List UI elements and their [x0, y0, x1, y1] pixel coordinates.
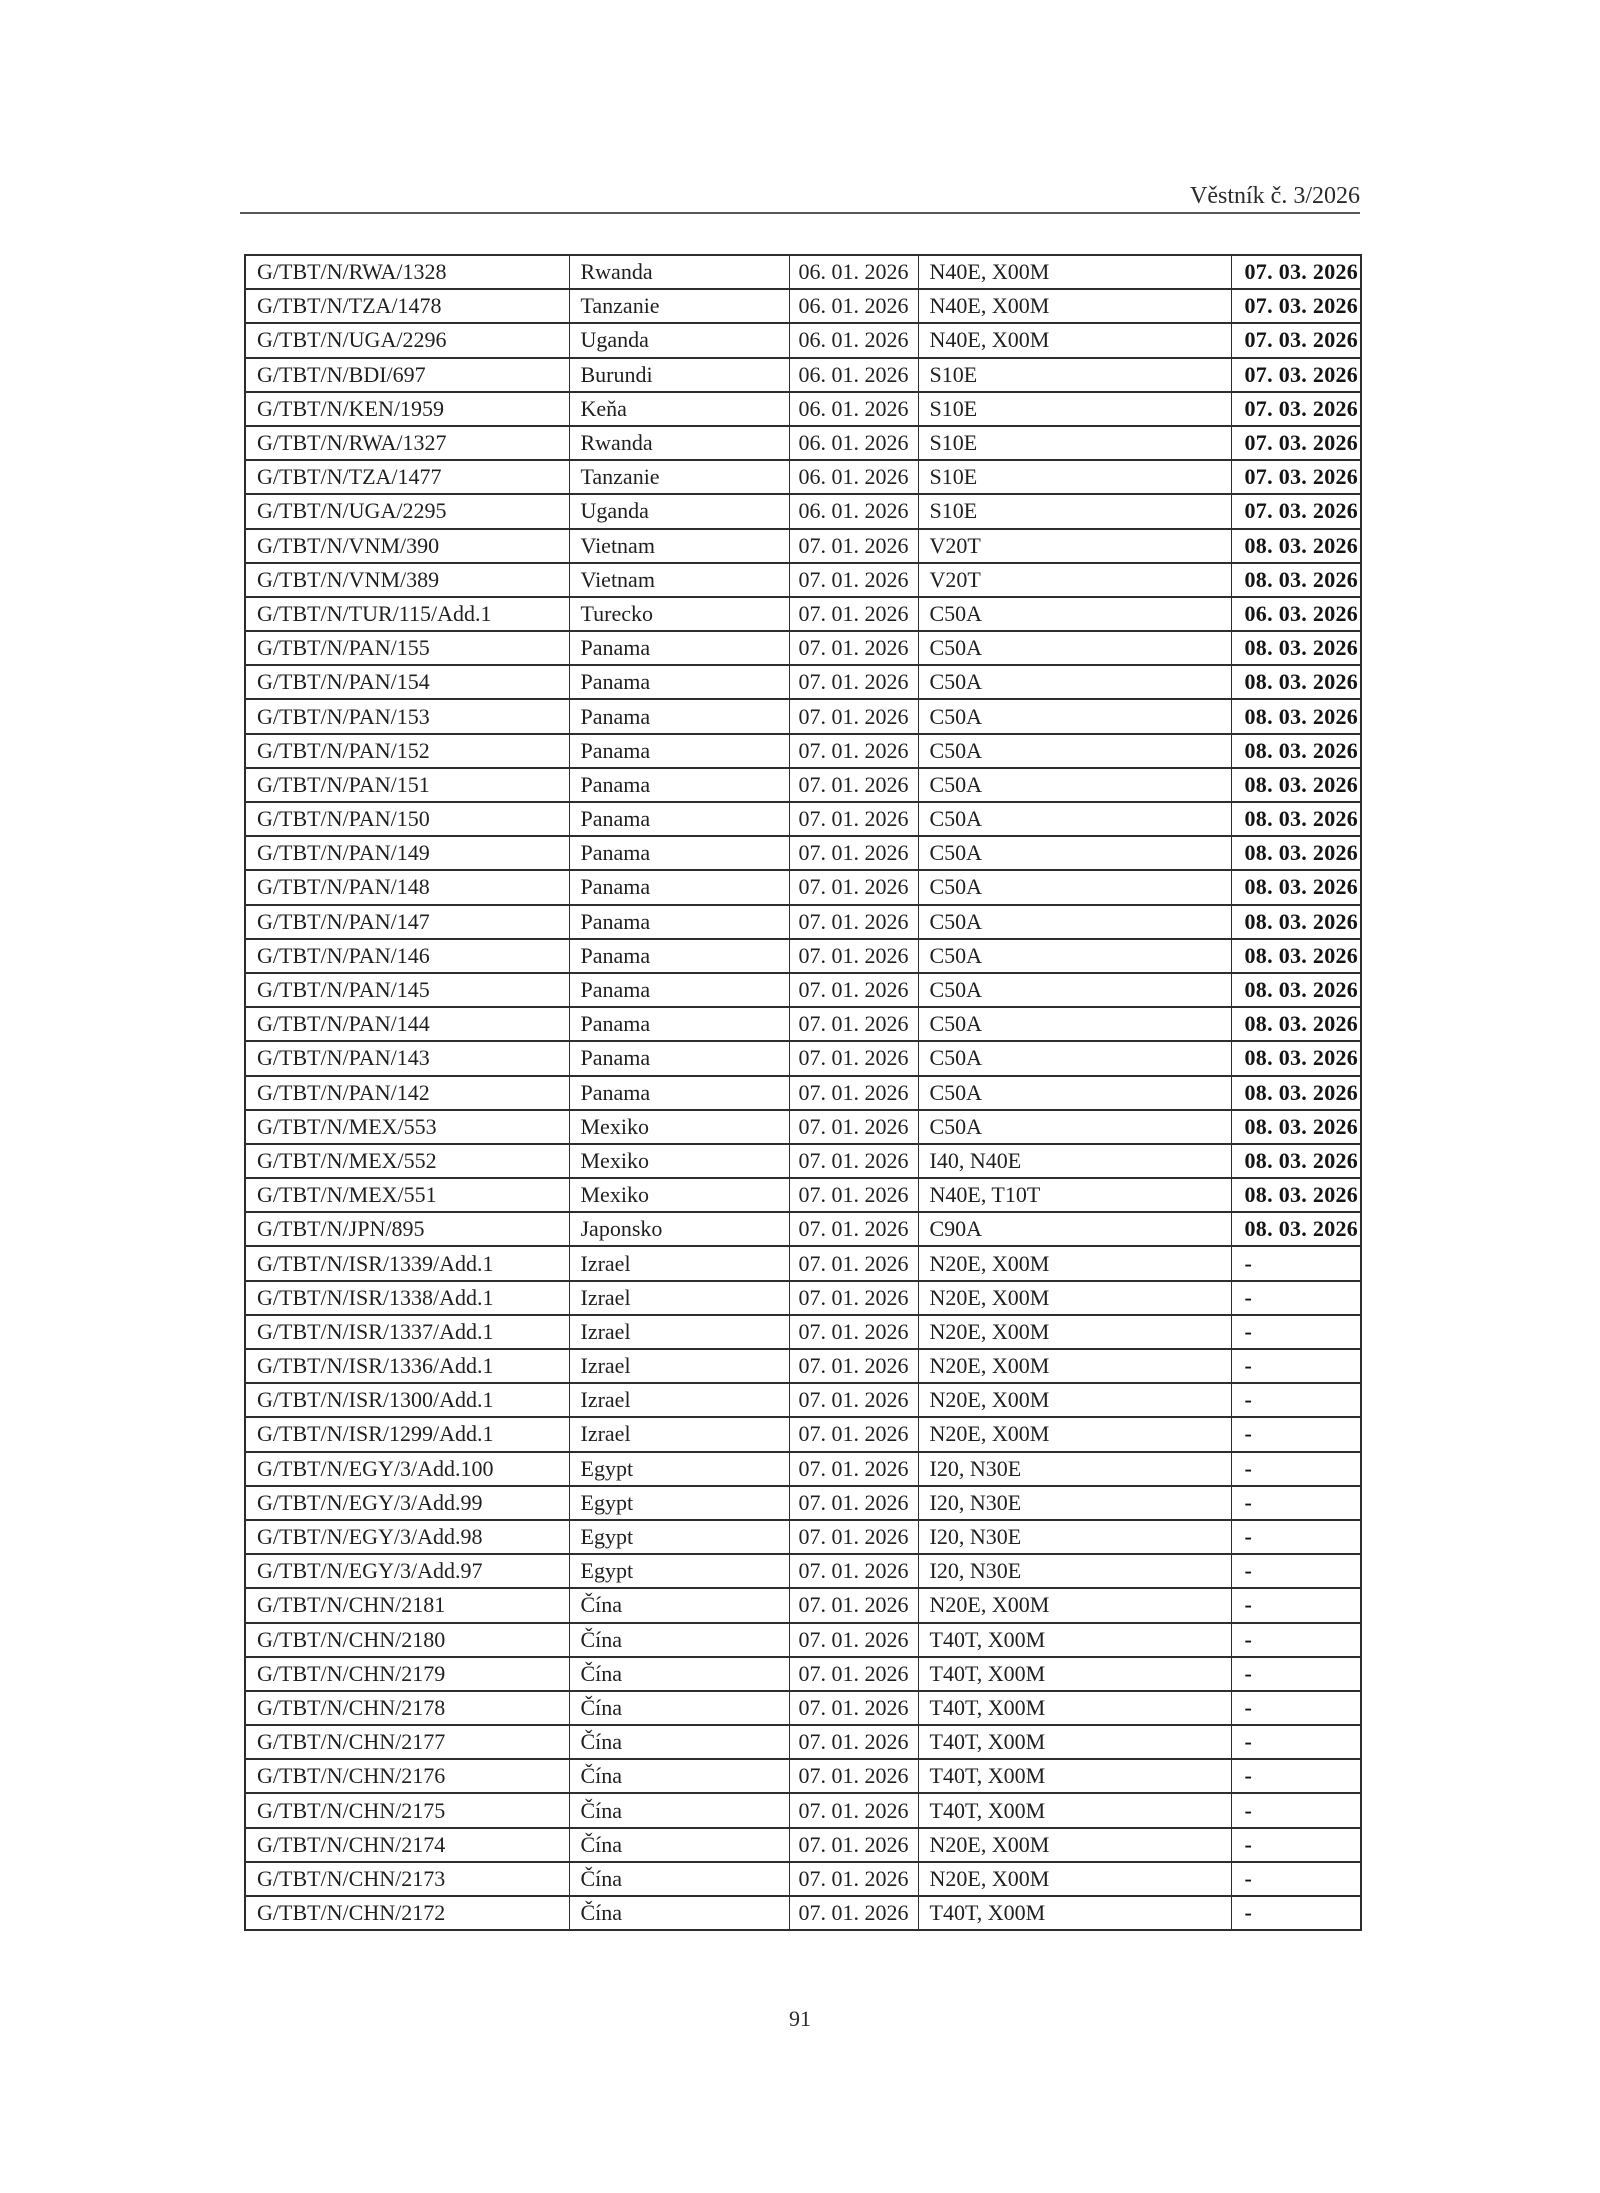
- notification-code-cell: G/TBT/N/CHN/2175: [245, 1793, 569, 1827]
- notification-code-cell: G/TBT/N/KEN/1959: [245, 392, 569, 426]
- table-row: [245, 1725, 1361, 1759]
- notification-date-cell: 07. 01. 2026: [789, 699, 918, 733]
- country-cell: Izrael: [569, 1281, 789, 1315]
- deadline-cell: 08. 03. 2026: [1231, 870, 1361, 904]
- country-cell: Izrael: [569, 1383, 789, 1417]
- notification-code-cell: G/TBT/N/CHN/2179: [245, 1657, 569, 1691]
- notification-code-cell: G/TBT/N/ISR/1300/Add.1: [245, 1383, 569, 1417]
- deadline-cell: -: [1231, 1588, 1361, 1622]
- table-row: [245, 631, 1361, 665]
- notification-date-cell: 07. 01. 2026: [789, 597, 918, 631]
- notification-code-cell: G/TBT/N/MEX/552: [245, 1144, 569, 1178]
- notification-date-cell: 07. 01. 2026: [789, 734, 918, 768]
- country-cell: Tanzanie: [569, 289, 789, 323]
- notification-code-cell: G/TBT/N/ISR/1337/Add.1: [245, 1315, 569, 1349]
- country-cell: Panama: [569, 699, 789, 733]
- notification-code-cell: G/TBT/N/PAN/153: [245, 699, 569, 733]
- notification-code-cell: G/TBT/N/PAN/147: [245, 905, 569, 939]
- product-codes-cell: I20, N30E: [918, 1520, 1231, 1554]
- page-header: Věstník č. 3/2026: [1190, 183, 1360, 209]
- notification-code-cell: G/TBT/N/ISR/1336/Add.1: [245, 1349, 569, 1383]
- notification-code-cell: G/TBT/N/CHN/2172: [245, 1896, 569, 1930]
- notification-date-cell: 06. 01. 2026: [789, 289, 918, 323]
- notification-table-body: [245, 255, 1361, 1930]
- table-row: [245, 1315, 1361, 1349]
- deadline-cell: 08. 03. 2026: [1231, 734, 1361, 768]
- notification-code-cell: G/TBT/N/EGY/3/Add.99: [245, 1486, 569, 1520]
- product-codes-cell: T40T, X00M: [918, 1725, 1231, 1759]
- notification-date-cell: 06. 01. 2026: [789, 392, 918, 426]
- deadline-cell: 08. 03. 2026: [1231, 1212, 1361, 1246]
- table-row: [245, 1588, 1361, 1622]
- notification-code-cell: G/TBT/N/EGY/3/Add.100: [245, 1452, 569, 1486]
- deadline-cell: 08. 03. 2026: [1231, 529, 1361, 563]
- product-codes-cell: C50A: [918, 973, 1231, 1007]
- product-codes-cell: N20E, X00M: [918, 1417, 1231, 1451]
- notification-date-cell: 07. 01. 2026: [789, 1725, 918, 1759]
- notification-code-cell: G/TBT/N/PAN/151: [245, 768, 569, 802]
- product-codes-cell: N40E, X00M: [918, 289, 1231, 323]
- country-cell: Panama: [569, 1076, 789, 1110]
- table-row: [245, 1828, 1361, 1862]
- notification-code-cell: G/TBT/N/PAN/154: [245, 665, 569, 699]
- notification-code-cell: G/TBT/N/TUR/115/Add.1: [245, 597, 569, 631]
- table-row: [245, 1144, 1361, 1178]
- table-row: [245, 768, 1361, 802]
- country-cell: Čína: [569, 1725, 789, 1759]
- deadline-cell: 08. 03. 2026: [1231, 802, 1361, 836]
- country-cell: Panama: [569, 802, 789, 836]
- table-row: [245, 494, 1361, 528]
- product-codes-cell: N40E, X00M: [918, 323, 1231, 357]
- notification-code-cell: G/TBT/N/UGA/2296: [245, 323, 569, 357]
- product-codes-cell: C50A: [918, 802, 1231, 836]
- notification-date-cell: 07. 01. 2026: [789, 563, 918, 597]
- notification-code-cell: G/TBT/N/PAN/143: [245, 1041, 569, 1075]
- notification-code-cell: G/TBT/N/CHN/2176: [245, 1759, 569, 1793]
- product-codes-cell: N20E, X00M: [918, 1315, 1231, 1349]
- product-codes-cell: C50A: [918, 1007, 1231, 1041]
- table-row: [245, 836, 1361, 870]
- notification-date-cell: 07. 01. 2026: [789, 631, 918, 665]
- notification-date-cell: 07. 01. 2026: [789, 1862, 918, 1896]
- notification-date-cell: 07. 01. 2026: [789, 1281, 918, 1315]
- product-codes-cell: N20E, X00M: [918, 1281, 1231, 1315]
- deadline-cell: 08. 03. 2026: [1231, 1110, 1361, 1144]
- product-codes-cell: C50A: [918, 699, 1231, 733]
- notification-table: [244, 254, 1362, 1931]
- product-codes-cell: C50A: [918, 939, 1231, 973]
- notification-code-cell: G/TBT/N/MEX/553: [245, 1110, 569, 1144]
- notification-code-cell: G/TBT/N/MEX/551: [245, 1178, 569, 1212]
- product-codes-cell: S10E: [918, 358, 1231, 392]
- table-row: [245, 1793, 1361, 1827]
- product-codes-cell: T40T, X00M: [918, 1793, 1231, 1827]
- notification-date-cell: 07. 01. 2026: [789, 1007, 918, 1041]
- notification-code-cell: G/TBT/N/TZA/1478: [245, 289, 569, 323]
- country-cell: Mexiko: [569, 1144, 789, 1178]
- notification-date-cell: 07. 01. 2026: [789, 1828, 918, 1862]
- notification-code-cell: G/TBT/N/CHN/2174: [245, 1828, 569, 1862]
- notification-code-cell: G/TBT/N/RWA/1328: [245, 255, 569, 289]
- notification-date-cell: 06. 01. 2026: [789, 323, 918, 357]
- notification-date-cell: 07. 01. 2026: [789, 1520, 918, 1554]
- country-cell: Čína: [569, 1691, 789, 1725]
- country-cell: Panama: [569, 973, 789, 1007]
- deadline-cell: -: [1231, 1486, 1361, 1520]
- page-number: 91: [789, 2006, 811, 2031]
- country-cell: Mexiko: [569, 1178, 789, 1212]
- deadline-cell: 08. 03. 2026: [1231, 905, 1361, 939]
- deadline-cell: 08. 03. 2026: [1231, 1144, 1361, 1178]
- notification-date-cell: 07. 01. 2026: [789, 1349, 918, 1383]
- deadline-cell: 07. 03. 2026: [1231, 358, 1361, 392]
- table-row: [245, 973, 1361, 1007]
- table-row: [245, 1486, 1361, 1520]
- notification-date-cell: 07. 01. 2026: [789, 665, 918, 699]
- country-cell: Panama: [569, 665, 789, 699]
- notification-date-cell: 06. 01. 2026: [789, 426, 918, 460]
- deadline-cell: 07. 03. 2026: [1231, 392, 1361, 426]
- deadline-cell: 07. 03. 2026: [1231, 289, 1361, 323]
- table-row: [245, 1110, 1361, 1144]
- deadline-cell: 08. 03. 2026: [1231, 563, 1361, 597]
- country-cell: Egypt: [569, 1520, 789, 1554]
- country-cell: Čína: [569, 1623, 789, 1657]
- country-cell: Egypt: [569, 1452, 789, 1486]
- country-cell: Panama: [569, 905, 789, 939]
- country-cell: Čína: [569, 1862, 789, 1896]
- country-cell: Burundi: [569, 358, 789, 392]
- product-codes-cell: N40E, T10T: [918, 1178, 1231, 1212]
- table-row: [245, 1759, 1361, 1793]
- notification-code-cell: G/TBT/N/ISR/1299/Add.1: [245, 1417, 569, 1451]
- country-cell: Vietnam: [569, 563, 789, 597]
- notification-date-cell: 07. 01. 2026: [789, 1110, 918, 1144]
- country-cell: Uganda: [569, 494, 789, 528]
- table-row: [245, 665, 1361, 699]
- notification-code-cell: G/TBT/N/PAN/149: [245, 836, 569, 870]
- table-row: [245, 323, 1361, 357]
- country-cell: Panama: [569, 1041, 789, 1075]
- deadline-cell: -: [1231, 1315, 1361, 1349]
- deadline-cell: -: [1231, 1896, 1361, 1930]
- table-row: [245, 1281, 1361, 1315]
- notification-code-cell: G/TBT/N/UGA/2295: [245, 494, 569, 528]
- product-codes-cell: N40E, X00M: [918, 255, 1231, 289]
- table-row: [245, 460, 1361, 494]
- notification-code-cell: G/TBT/N/JPN/895: [245, 1212, 569, 1246]
- product-codes-cell: C50A: [918, 768, 1231, 802]
- table-row: [245, 1178, 1361, 1212]
- deadline-cell: -: [1231, 1281, 1361, 1315]
- notification-date-cell: 07. 01. 2026: [789, 1383, 918, 1417]
- deadline-cell: 08. 03. 2026: [1231, 699, 1361, 733]
- notification-code-cell: G/TBT/N/PAN/142: [245, 1076, 569, 1110]
- table-row: [245, 289, 1361, 323]
- country-cell: Keňa: [569, 392, 789, 426]
- product-codes-cell: S10E: [918, 426, 1231, 460]
- country-cell: Panama: [569, 768, 789, 802]
- notification-date-cell: 07. 01. 2026: [789, 1657, 918, 1691]
- notification-code-cell: G/TBT/N/EGY/3/Add.97: [245, 1554, 569, 1588]
- product-codes-cell: T40T, X00M: [918, 1896, 1231, 1930]
- product-codes-cell: I40, N40E: [918, 1144, 1231, 1178]
- country-cell: Rwanda: [569, 426, 789, 460]
- notification-date-cell: 07. 01. 2026: [789, 1896, 918, 1930]
- product-codes-cell: S10E: [918, 494, 1231, 528]
- table-row: [245, 1383, 1361, 1417]
- notification-date-cell: 07. 01. 2026: [789, 1793, 918, 1827]
- notification-code-cell: G/TBT/N/EGY/3/Add.98: [245, 1520, 569, 1554]
- country-cell: Panama: [569, 939, 789, 973]
- notification-date-cell: 06. 01. 2026: [789, 358, 918, 392]
- deadline-cell: 08. 03. 2026: [1231, 665, 1361, 699]
- table-row: [245, 358, 1361, 392]
- notification-date-cell: 06. 01. 2026: [789, 460, 918, 494]
- product-codes-cell: S10E: [918, 392, 1231, 426]
- product-codes-cell: C50A: [918, 1041, 1231, 1075]
- product-codes-cell: N20E, X00M: [918, 1828, 1231, 1862]
- table-row: [245, 529, 1361, 563]
- notification-date-cell: 07. 01. 2026: [789, 529, 918, 563]
- notification-date-cell: 07. 01. 2026: [789, 870, 918, 904]
- deadline-cell: -: [1231, 1520, 1361, 1554]
- product-codes-cell: C50A: [918, 870, 1231, 904]
- table-row: [245, 1554, 1361, 1588]
- product-codes-cell: C50A: [918, 734, 1231, 768]
- notification-code-cell: G/TBT/N/PAN/146: [245, 939, 569, 973]
- notification-code-cell: G/TBT/N/PAN/148: [245, 870, 569, 904]
- notification-date-cell: 07. 01. 2026: [789, 973, 918, 1007]
- table-row: [245, 802, 1361, 836]
- country-cell: Čína: [569, 1896, 789, 1930]
- country-cell: Izrael: [569, 1246, 789, 1280]
- notification-date-cell: 07. 01. 2026: [789, 1178, 918, 1212]
- product-codes-cell: V20T: [918, 529, 1231, 563]
- notification-date-cell: 07. 01. 2026: [789, 1076, 918, 1110]
- notification-code-cell: G/TBT/N/ISR/1338/Add.1: [245, 1281, 569, 1315]
- country-cell: Mexiko: [569, 1110, 789, 1144]
- notification-code-cell: G/TBT/N/PAN/155: [245, 631, 569, 665]
- product-codes-cell: C50A: [918, 665, 1231, 699]
- product-codes-cell: S10E: [918, 460, 1231, 494]
- notification-date-cell: 07. 01. 2026: [789, 768, 918, 802]
- notification-code-cell: G/TBT/N/CHN/2173: [245, 1862, 569, 1896]
- table-row: [245, 597, 1361, 631]
- deadline-cell: 07. 03. 2026: [1231, 494, 1361, 528]
- deadline-cell: 07. 03. 2026: [1231, 255, 1361, 289]
- country-cell: Tanzanie: [569, 460, 789, 494]
- table-row: [245, 1452, 1361, 1486]
- product-codes-cell: N20E, X00M: [918, 1862, 1231, 1896]
- notification-date-cell: 07. 01. 2026: [789, 1417, 918, 1451]
- deadline-cell: 08. 03. 2026: [1231, 973, 1361, 1007]
- table-row: [245, 699, 1361, 733]
- deadline-cell: -: [1231, 1793, 1361, 1827]
- notification-date-cell: 07. 01. 2026: [789, 1554, 918, 1588]
- notification-code-cell: G/TBT/N/RWA/1327: [245, 426, 569, 460]
- product-codes-cell: T40T, X00M: [918, 1657, 1231, 1691]
- product-codes-cell: C50A: [918, 1110, 1231, 1144]
- country-cell: Izrael: [569, 1315, 789, 1349]
- deadline-cell: 08. 03. 2026: [1231, 1007, 1361, 1041]
- country-cell: Čína: [569, 1828, 789, 1862]
- notification-date-cell: 07. 01. 2026: [789, 939, 918, 973]
- table-row: [245, 1417, 1361, 1451]
- deadline-cell: -: [1231, 1452, 1361, 1486]
- product-codes-cell: T40T, X00M: [918, 1691, 1231, 1725]
- table-row: [245, 1657, 1361, 1691]
- product-codes-cell: C50A: [918, 631, 1231, 665]
- notification-code-cell: G/TBT/N/CHN/2181: [245, 1588, 569, 1622]
- notification-date-cell: 07. 01. 2026: [789, 905, 918, 939]
- table-row: [245, 939, 1361, 973]
- notification-date-cell: 07. 01. 2026: [789, 1588, 918, 1622]
- notification-date-cell: 07. 01. 2026: [789, 1759, 918, 1793]
- country-cell: Izrael: [569, 1417, 789, 1451]
- country-cell: Vietnam: [569, 529, 789, 563]
- product-codes-cell: I20, N30E: [918, 1554, 1231, 1588]
- product-codes-cell: C90A: [918, 1212, 1231, 1246]
- product-codes-cell: V20T: [918, 563, 1231, 597]
- notification-code-cell: G/TBT/N/VNM/390: [245, 529, 569, 563]
- table-row: [245, 1212, 1361, 1246]
- deadline-cell: -: [1231, 1383, 1361, 1417]
- notification-date-cell: 07. 01. 2026: [789, 1486, 918, 1520]
- country-cell: Čína: [569, 1759, 789, 1793]
- product-codes-cell: C50A: [918, 836, 1231, 870]
- deadline-cell: -: [1231, 1725, 1361, 1759]
- notification-date-cell: 07. 01. 2026: [789, 1623, 918, 1657]
- product-codes-cell: N20E, X00M: [918, 1349, 1231, 1383]
- country-cell: Japonsko: [569, 1212, 789, 1246]
- table-row: [245, 1041, 1361, 1075]
- deadline-cell: -: [1231, 1759, 1361, 1793]
- notification-code-cell: G/TBT/N/PAN/150: [245, 802, 569, 836]
- table-row: [245, 734, 1361, 768]
- deadline-cell: 08. 03. 2026: [1231, 768, 1361, 802]
- product-codes-cell: C50A: [918, 597, 1231, 631]
- country-cell: Panama: [569, 870, 789, 904]
- table-row: [245, 1246, 1361, 1280]
- table-row: [245, 1076, 1361, 1110]
- notification-code-cell: G/TBT/N/CHN/2177: [245, 1725, 569, 1759]
- deadline-cell: 08. 03. 2026: [1231, 1076, 1361, 1110]
- notification-code-cell: G/TBT/N/PAN/144: [245, 1007, 569, 1041]
- notification-date-cell: 07. 01. 2026: [789, 1315, 918, 1349]
- notification-code-cell: G/TBT/N/BDI/697: [245, 358, 569, 392]
- table-row: [245, 905, 1361, 939]
- notification-code-cell: G/TBT/N/VNM/389: [245, 563, 569, 597]
- country-cell: Turecko: [569, 597, 789, 631]
- notification-date-cell: 07. 01. 2026: [789, 1041, 918, 1075]
- notification-date-cell: 06. 01. 2026: [789, 255, 918, 289]
- table-row: [245, 870, 1361, 904]
- notification-date-cell: 07. 01. 2026: [789, 1246, 918, 1280]
- notification-code-cell: G/TBT/N/TZA/1477: [245, 460, 569, 494]
- notification-date-cell: 07. 01. 2026: [789, 1452, 918, 1486]
- table-row: [245, 1862, 1361, 1896]
- table-row: [245, 1896, 1361, 1930]
- country-cell: Čína: [569, 1793, 789, 1827]
- table-row: [245, 1349, 1361, 1383]
- deadline-cell: 07. 03. 2026: [1231, 460, 1361, 494]
- country-cell: Uganda: [569, 323, 789, 357]
- notification-date-cell: 07. 01. 2026: [789, 802, 918, 836]
- deadline-cell: 06. 03. 2026: [1231, 597, 1361, 631]
- table-row: [245, 426, 1361, 460]
- deadline-cell: 07. 03. 2026: [1231, 426, 1361, 460]
- country-cell: Egypt: [569, 1486, 789, 1520]
- product-codes-cell: I20, N30E: [918, 1452, 1231, 1486]
- country-cell: Panama: [569, 734, 789, 768]
- deadline-cell: 08. 03. 2026: [1231, 631, 1361, 665]
- deadline-cell: 08. 03. 2026: [1231, 836, 1361, 870]
- header-rule: [240, 212, 1360, 214]
- product-codes-cell: C50A: [918, 1076, 1231, 1110]
- table-row: [245, 392, 1361, 426]
- table-row: [245, 563, 1361, 597]
- notification-code-cell: G/TBT/N/ISR/1339/Add.1: [245, 1246, 569, 1280]
- country-cell: Izrael: [569, 1349, 789, 1383]
- deadline-cell: 07. 03. 2026: [1231, 323, 1361, 357]
- country-cell: Panama: [569, 836, 789, 870]
- deadline-cell: -: [1231, 1828, 1361, 1862]
- country-cell: Čína: [569, 1657, 789, 1691]
- deadline-cell: -: [1231, 1417, 1361, 1451]
- country-cell: Egypt: [569, 1554, 789, 1588]
- table-row: [245, 1623, 1361, 1657]
- deadline-cell: 08. 03. 2026: [1231, 939, 1361, 973]
- product-codes-cell: C50A: [918, 905, 1231, 939]
- table-row: [245, 1691, 1361, 1725]
- country-cell: Panama: [569, 631, 789, 665]
- product-codes-cell: I20, N30E: [918, 1486, 1231, 1520]
- table-row: [245, 1520, 1361, 1554]
- product-codes-cell: N20E, X00M: [918, 1246, 1231, 1280]
- product-codes-cell: T40T, X00M: [918, 1623, 1231, 1657]
- country-cell: Čína: [569, 1588, 789, 1622]
- deadline-cell: -: [1231, 1657, 1361, 1691]
- notification-date-cell: 07. 01. 2026: [789, 1144, 918, 1178]
- table-row: [245, 255, 1361, 289]
- product-codes-cell: N20E, X00M: [918, 1588, 1231, 1622]
- notification-code-cell: G/TBT/N/CHN/2180: [245, 1623, 569, 1657]
- country-cell: Rwanda: [569, 255, 789, 289]
- deadline-cell: -: [1231, 1691, 1361, 1725]
- notification-date-cell: 07. 01. 2026: [789, 836, 918, 870]
- notification-date-cell: 07. 01. 2026: [789, 1212, 918, 1246]
- notification-code-cell: G/TBT/N/PAN/152: [245, 734, 569, 768]
- country-cell: Panama: [569, 1007, 789, 1041]
- product-codes-cell: T40T, X00M: [918, 1759, 1231, 1793]
- deadline-cell: -: [1231, 1623, 1361, 1657]
- notification-code-cell: G/TBT/N/PAN/145: [245, 973, 569, 1007]
- table-row: [245, 1007, 1361, 1041]
- deadline-cell: -: [1231, 1554, 1361, 1588]
- deadline-cell: 08. 03. 2026: [1231, 1041, 1361, 1075]
- notification-date-cell: 07. 01. 2026: [789, 1691, 918, 1725]
- deadline-cell: -: [1231, 1349, 1361, 1383]
- deadline-cell: -: [1231, 1246, 1361, 1280]
- product-codes-cell: N20E, X00M: [918, 1383, 1231, 1417]
- deadline-cell: 08. 03. 2026: [1231, 1178, 1361, 1212]
- notification-date-cell: 06. 01. 2026: [789, 494, 918, 528]
- notification-code-cell: G/TBT/N/CHN/2178: [245, 1691, 569, 1725]
- deadline-cell: -: [1231, 1862, 1361, 1896]
